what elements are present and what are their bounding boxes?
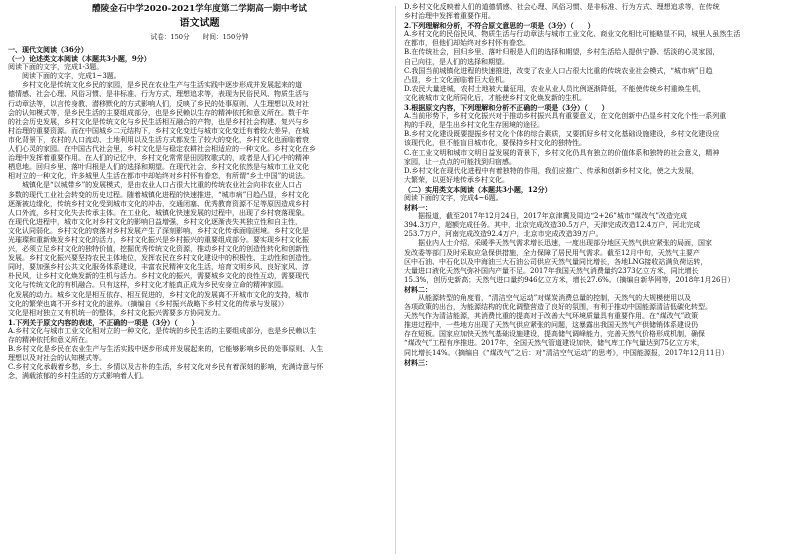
text-line: D.乡村文化反映着人们的道德情感、社会心理、风俗习惯、是非标准、行为方式、理想追求等，在传统 bbox=[404, 3, 720, 11]
text-line: 各项政策的出台，为能源结构的优化调整营造了良好的氛围，有利于推动中国能源清洁低碳化转型。 bbox=[404, 303, 712, 312]
text-line: 逐渐被边缘化，传统乡村文化受到城市文化的冲击，交通闭塞、优秀教育资源不足等原因造成乡村 bbox=[8, 199, 309, 208]
text-line: 化发展的动力。城乡文化是相互依存、相互促进的，乡村文化的发展离不开城市文化的支持，城市 bbox=[8, 290, 309, 299]
text-line: 从能源转型的角度看，“清洁空气运动”对煤炭消费总量的控制，天然气的大规模使用以及 bbox=[418, 294, 692, 302]
question-line: 材料二： bbox=[404, 284, 432, 294]
text-line: 15.3%，创历史新高；天然气进口量约946亿立方米，增长27.6%。（摘编自新华网等，2018年1月26日） bbox=[404, 275, 735, 284]
section-heading: （一）论述类文本阅读（本题共3小题，9分） bbox=[8, 54, 151, 64]
question-line: 1.下列关于原文内容的表述，不正确的一项是（3分）（ ） bbox=[8, 317, 199, 327]
text-line: 阅读下面的文字，完成4~6题。 bbox=[404, 193, 503, 202]
section-heading: （二）实用类文本阅读（本题共3小题，12分） bbox=[404, 184, 552, 194]
text-line: 存的精神依托和意义所在。 bbox=[8, 336, 92, 344]
text-line: 同时，要加强乡村公共文化服务体系建设，丰富农民精神文化生活，培育文明乡风、良好家风、淳 bbox=[8, 263, 309, 272]
question-line: 材料一： bbox=[404, 203, 432, 213]
column-divider bbox=[395, 6, 396, 554]
text-line: 394.3万户，超额完成任务。其中，北京完成改造30.5万户，天津完成改造12.4万户，河北完成 bbox=[404, 221, 701, 230]
text-line: 阅读下面的文字，完成1-3题。 bbox=[8, 63, 104, 72]
text-line: 德情感、社会心理、风俗习惯、是非标准、行为方式、理想追求等，表现为民俗民风、物质生活与 bbox=[8, 90, 309, 99]
question-line: 材料三： bbox=[404, 357, 432, 367]
text-line: 人们心灵的家园。在中国古代社会里，乡村文化是与稳定农耕社会相适应的一种文化。乡村文化在乡 bbox=[8, 145, 316, 154]
text-line: 文化是相对独立又有机统一的整体，乡村文化振兴需要多方协同发力。 bbox=[8, 308, 225, 317]
text-line: 多数的现代工业社会转变的历史过程。随着城镇化进程的快速推进，“城市病”日趋凸显，乡村文化 bbox=[8, 190, 310, 199]
text-line: A.乡村文化与城市工业文化相对立的一种文化，是传统的乡民生活的主要组成部分，也是乡民赖以生 bbox=[8, 326, 317, 335]
text-line: 发改委等部门及时采取应急保供措施，全力保障了居民用气需求。截至12月中旬，天然气主要产 bbox=[404, 248, 700, 257]
text-line: 乡村文化是传统文化乡民的家园，是乡民在农业生产与生活实践中逐步形成并发展起来的道 bbox=[22, 81, 302, 90]
text-line: B.乡村文化是乡民在农业生产与生活实践中逐步形成并发展起来的，它能够影响乡民的处事原则、人生 bbox=[8, 345, 324, 354]
subject-title: 语文试题 bbox=[179, 18, 220, 29]
text-line: D.乡村文化在现代化进程中有着独特的作用，我们应推广、传承和创新乡村文化，使之大发展， bbox=[404, 166, 699, 175]
text-line: 文化与传统文化的有机融合。只有这样，乡村文化才能真正成为乡民安身立命的精神家园。 bbox=[8, 281, 288, 290]
text-line: C.在工业文明和城市文明日益发展的背景下，乡村文化仍具有独立的价值体系和独特的社会意义，精神 bbox=[404, 148, 720, 157]
text-line: 的社会历史发展，乡村文化是传统文化与乡民生活相互融合的产物，也是乡村社会构建、复兴与乡 bbox=[8, 117, 309, 126]
text-line: 同比增长14%。（摘编自《“煤改气”之后：对“清洁空气运动”的思考》，中国能源报，2017年12月11日） bbox=[404, 348, 729, 357]
text-line: 阅读下面的文字，完成1~3题。 bbox=[22, 72, 121, 81]
text-line: 栖息地。回归乡里、落叶归根是人们的选择和期望。在现代社会，乡村文化依然是与城市工业文化 bbox=[8, 163, 309, 172]
text-line: 念，满载浓郁的乡村生活的方式影响着人们。 bbox=[8, 372, 148, 381]
text-line: 人口外流，乡村文化失去传承主体。在工业化、城镇化快速发展的过程中，出现了乡村衰落现象。 bbox=[8, 208, 309, 217]
school-title: 醴陵金石中学2020-2021学年度第二学期高一期中考试 bbox=[92, 4, 307, 14]
text-line: 在现代化进程中，城市文化对乡村文化的影响日益增强，乡村文化逐渐丧失其独立性和自主性， bbox=[8, 217, 302, 226]
text-line: C.我国当前城镇化进程的快速推进，改变了农业人口占很大比重的传统农业社会模式，“城市病”日趋 bbox=[404, 66, 713, 75]
text-line: 会的认知模式等，是乡民生活的主要组成部分，也是乡民赖以生存的精神依托和意义所在。数千年 bbox=[8, 108, 309, 117]
text-line: B.在传统社会，回归乡里、落叶归根是人们的选择和期望，乡村生活给人提供宁静、恬淡的心灵家园， bbox=[404, 48, 720, 57]
section-heading: 一、现代文阅读（36分） bbox=[8, 45, 88, 54]
text-line: 自己向往，是人们的选择和期望。 bbox=[404, 57, 509, 66]
text-line: 凸显，乡土文化面临着巨大危机。 bbox=[404, 75, 509, 84]
text-line: 村治理的重要资源。而在中国城乡二元结构下，乡村文化变迁与城市文化变迁有着较大差异，在城 bbox=[8, 126, 309, 135]
text-line: 据业内人士介绍，采暖季天然气需求增长迅速，一度出现部分地区天然气供应紧张的局面，国家 bbox=[418, 239, 712, 248]
text-line: C.乡村文化承载着乡愁，乡土、乡情以及古朴的生活，乡村文化对乡民有着深刻的影响，充满诗意与怀 bbox=[8, 363, 324, 372]
text-line: A.乡村文化的民俗民风、物质生活与行动章法与城市工业文化、商业文化相比可能略显不同，城里人虽然生活 bbox=[404, 30, 741, 39]
text-line: 文化被城市文化所同化后，才能使乡村文化焕发新的生机。 bbox=[404, 93, 586, 102]
text-line: 理想以及对社会的认知模式等。 bbox=[8, 354, 106, 363]
text-line: 在都市，但他们却始终对乡村怀有眷恋。 bbox=[404, 39, 530, 48]
text-line: 据报道，截至2017年12月24日，2017年京津冀及周边“2+26”城市“煤改气”改造完成 bbox=[418, 212, 687, 221]
text-line: 行动章法等，以言传身教、潜移默化的方式影响人们，反映了乡民的处事原则、人生理想以及对社 bbox=[8, 99, 309, 108]
exam-meta: 试卷：150分 时间：150分钟 bbox=[150, 33, 249, 41]
left-column bbox=[8, 0, 391, 560]
text-line: 构的手段，是生出乡村文化生存困境的途径。 bbox=[404, 121, 544, 130]
text-line: 文化的繁荣也离不开乡村文化的滋养。（摘编自《乡村振兴战略下乡村文化的传承与发展》） bbox=[8, 299, 288, 308]
text-line: 天然气作为清洁能源，其消费比重的提高对于改善大气环境质量具有重要作用。在“煤改气”政策 bbox=[404, 312, 699, 321]
question-line: 3.根据原文内容，下列理解和分析不正确的一项是（3分）（ ） bbox=[404, 103, 609, 113]
text-line: D.农民大量进城，农村土地被大量征用，农业从业人员比例逐渐降低，不能使传统乡村重焕生机， bbox=[404, 84, 706, 93]
text-line: 光璀璨和重新焕发乡村文化的活力，乡村文化振兴是乡村振兴的重要组成部分。要实现乡村文化振 bbox=[8, 235, 309, 244]
right-column bbox=[404, 0, 787, 560]
right-text-body bbox=[404, 3, 787, 367]
text-line: 兴，必须立足乡村文化的独特价值，挖掘优秀传统文化资源，推动乡村文化的创造性转化和创新性 bbox=[8, 245, 309, 254]
text-line: 存在短板。国家应加快天然气基础设施建设，提高储气调峰能力，完善天然气价格形成机制，确保 bbox=[404, 330, 705, 339]
text-line: 大量进口液化天然气弥补国内产量不足。2017年我国天然气消费量约2373亿立方米，同比增长 bbox=[404, 266, 699, 275]
text-line: A.当前形势下，乡村文化振兴对于推动乡村振兴具有重要意义，在文化创新中凸显乡村文化个性一系列重 bbox=[404, 112, 727, 121]
text-line: 乡村治理中发挥着重要作用。 bbox=[404, 12, 495, 21]
text-line: 城镇化是“以城带乡”的发展模式，是由农业人口占很大比重的传统农业社会向非农业人口占 bbox=[22, 181, 303, 190]
text-line: 发展。乡村文化振兴要坚持农民主体地位，发挥农民在乡村文化建设中的积极性、主动性和创造性。 bbox=[8, 254, 316, 263]
text-line: B.乡村文化建设既要提振乡村文化个体的综合素质，又要抓好乡村文化基础设施建设，乡村文化建设应 bbox=[404, 130, 720, 139]
text-line: 市化背景下，农村的人口流动、土地利用以及生活方式都发生了较大的变化，乡村文化也面临着衰 bbox=[8, 135, 309, 144]
text-line: “煤改气”工程有序推进。2017年，全国天然气管道建设加快，储气库工作气量达到75亿立方米， bbox=[404, 339, 704, 348]
text-line: 区中石油、中石化以及中海油三大石油公司供应天然气量同比增长，各地LNG接收站满负荷运转， bbox=[404, 257, 708, 266]
left-text-body bbox=[8, 45, 391, 381]
text-line: 治理中发挥着重要作用。在人们的记忆中，乡村文化常常是田园牧歌式的，或者是人们心中的精神 bbox=[8, 154, 309, 163]
text-line: 推进过程中，一些地方出现了天然气供应紧张的问题，这暴露出我国天然气产供储销体系建设仍 bbox=[404, 321, 698, 330]
text-line: 大繁荣，以更好地传承乡村文化。 bbox=[404, 175, 509, 184]
text-line: 家园，让一点点的可能找到归宿感。 bbox=[404, 157, 516, 166]
question-line: 2.下列理解和分析，不符合原文意思的一项是（3分）（ ） bbox=[404, 21, 595, 31]
text-line: 文化认同弱化。乡村文化的衰落对乡村发展产生了深刻影响，乡村文化传承面临困境。乡村文化是 bbox=[8, 226, 309, 235]
text-line: 相对立的一种文化，许多城里人生活在都市中却始终对乡村怀有眷恋，有所谓“乡土中国”的说法。 bbox=[8, 172, 310, 181]
text-line: 253.7万户，河南完成改造92.4万户，北京市完成改造39万户。 bbox=[404, 230, 603, 239]
text-line: 朴民风，让乡村文化焕发新的生机与活力。乡村文化的振兴，需要城乡文化的良性互动，需要现代 bbox=[8, 272, 309, 281]
text-line: 该现代化，但不能盲目城市化，要保持乡村文化的独特性。 bbox=[404, 139, 586, 148]
